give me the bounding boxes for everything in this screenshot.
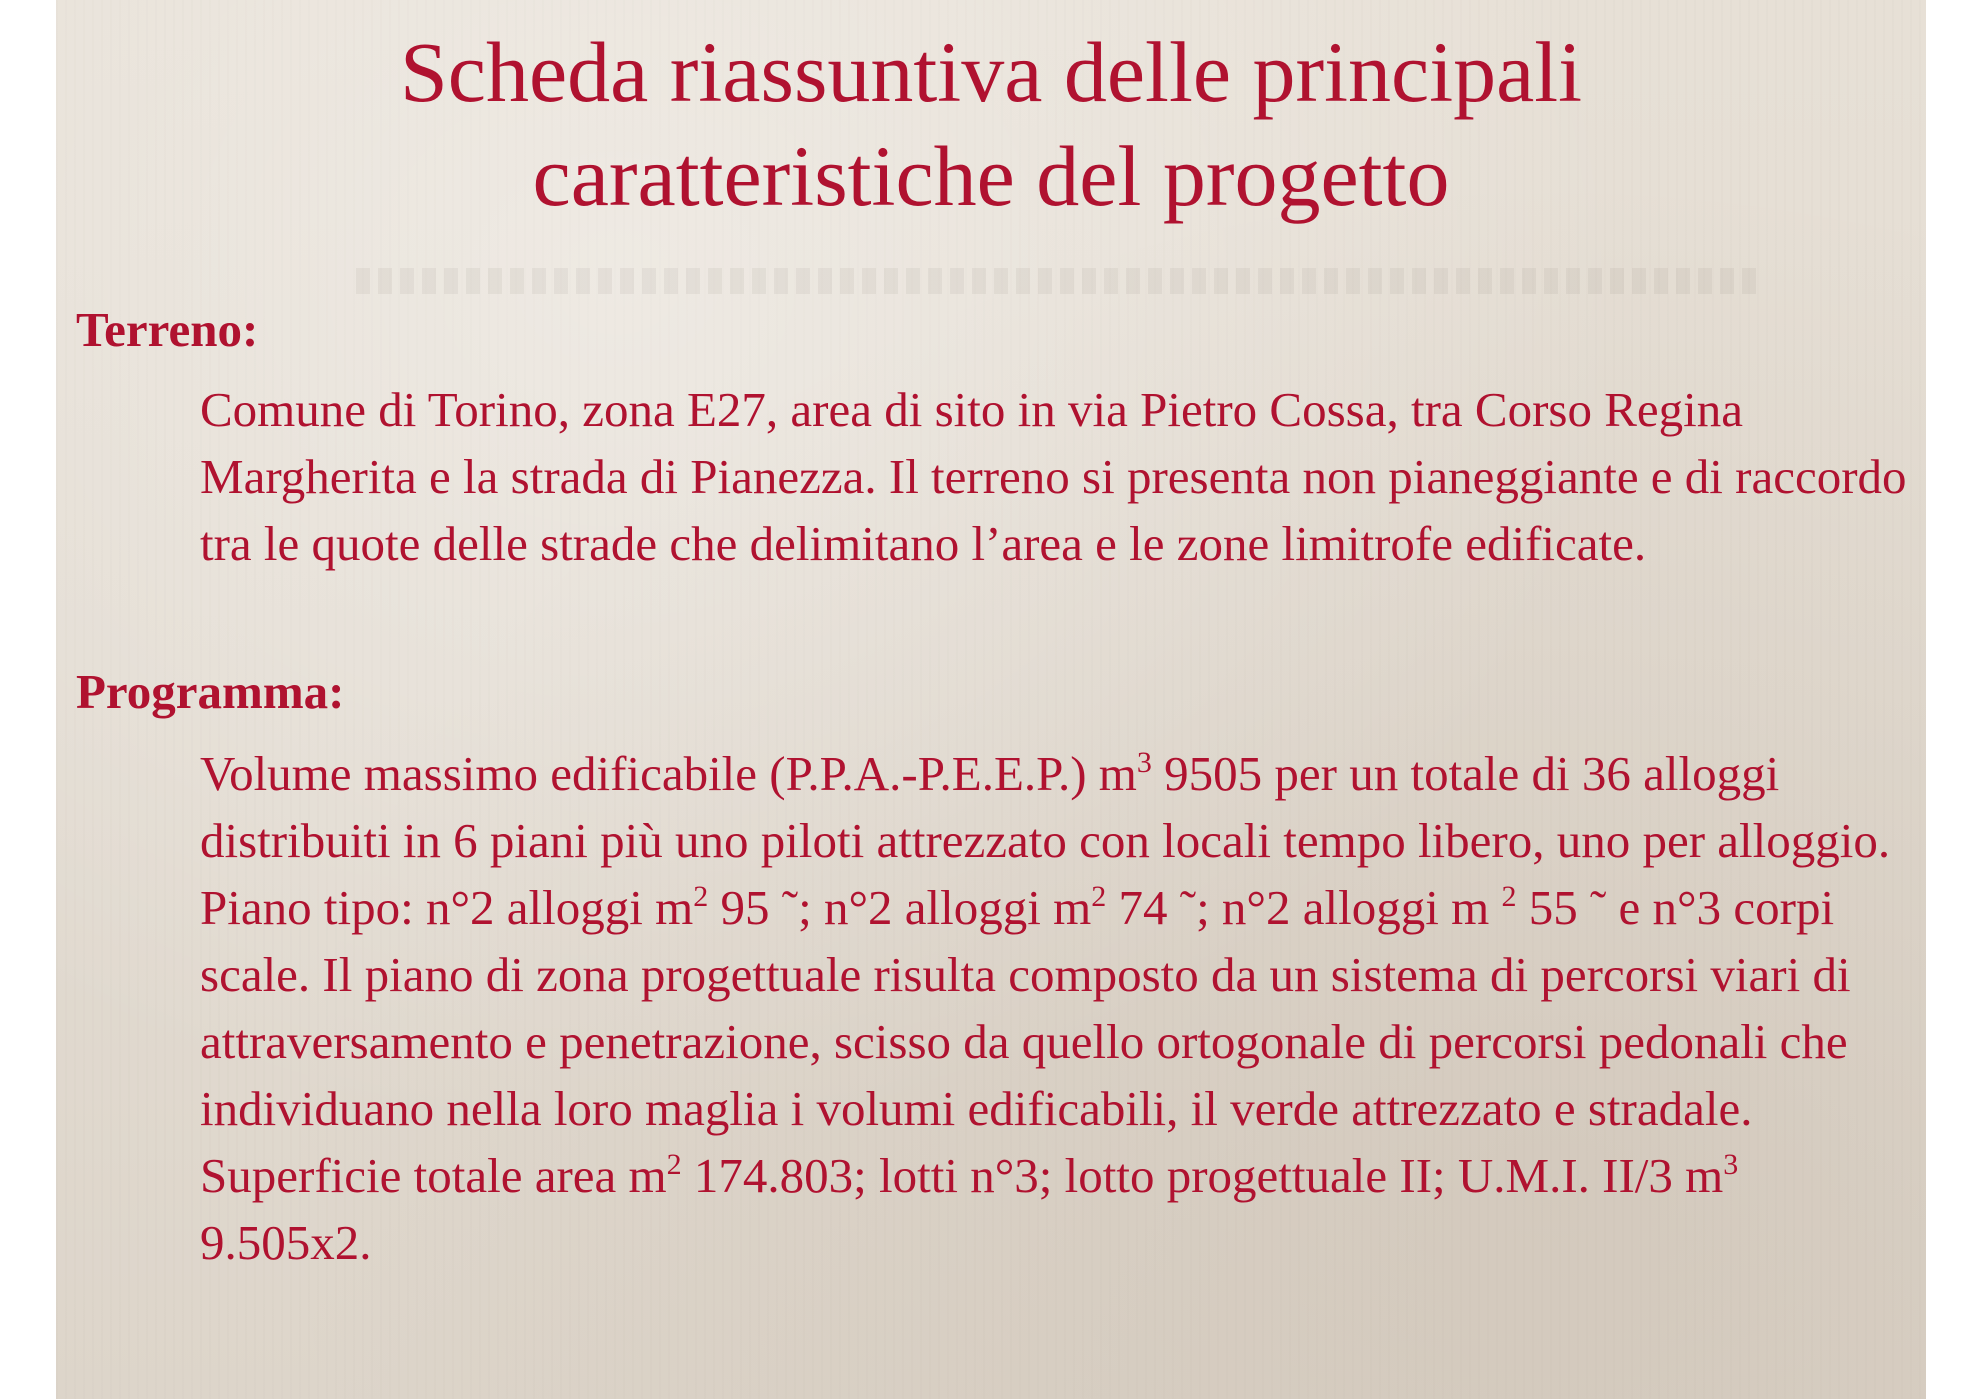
slide <box>56 0 1926 1399</box>
superscript-3: 3 <box>1136 746 1152 779</box>
page-title <box>56 20 1926 228</box>
terreno-paragraph: Comune di Torino, zona E27, area di sito in via Pietro Cossa, tra Corso Regina Margherita e la strada di Pianezza. Il terreno si presenta non pianeggiante e di raccordo tra le quote delle strade che delimitano l’area e le zone limitrofe edificate. <box>200 382 1907 571</box>
superscript-2: 2 <box>666 1148 682 1181</box>
programma-text-2: 9505 per un totale di 36 alloggi distribuiti in 6 piani più uno piloti attrezzato con locali tempo libero, uno per alloggio. Piano tipo: n°2 alloggi m <box>200 746 1891 935</box>
superscript-3: 3 <box>1723 1148 1739 1181</box>
programma-text-1: Volume massimo edificabile (P.P.A.-P.E.E.P.) m <box>200 746 1137 801</box>
programma-text-5: 55 ˜ e n°3 corpi scale. Il piano di zona progettuale risulta composto da un sistema di percorsi viari di attraversamento e penetrazione, scisso da quello ortogonale di percorsi pedonali che individuano nella loro maglia i volumi edificabili, il verde attrezzato e stradale. Superficie totale area m <box>200 880 1851 1203</box>
background-texture <box>356 268 1756 294</box>
superscript-2: 2 <box>1091 880 1107 913</box>
superscript-2: 2 <box>1501 880 1517 913</box>
superscript-2: 2 <box>693 880 709 913</box>
title-line-2: caratteristiche del progetto <box>532 128 1450 224</box>
programma-text-4: 74 ˜; n°2 alloggi m <box>1106 880 1502 935</box>
programma-text-3: 95 ˜; n°2 alloggi m <box>708 880 1092 935</box>
terreno-heading: Terreno: <box>76 302 259 357</box>
programma-text-7: 9.505x2. <box>200 1215 372 1270</box>
title-line-1: Scheda riassuntiva delle principali <box>399 24 1583 120</box>
programma-text-6: 174.803; lotti n°3; lotto progettuale II; U.M.I. II/3 m <box>681 1148 1724 1203</box>
programma-paragraph <box>200 740 1920 1276</box>
programma-heading: Programma: <box>76 664 345 719</box>
